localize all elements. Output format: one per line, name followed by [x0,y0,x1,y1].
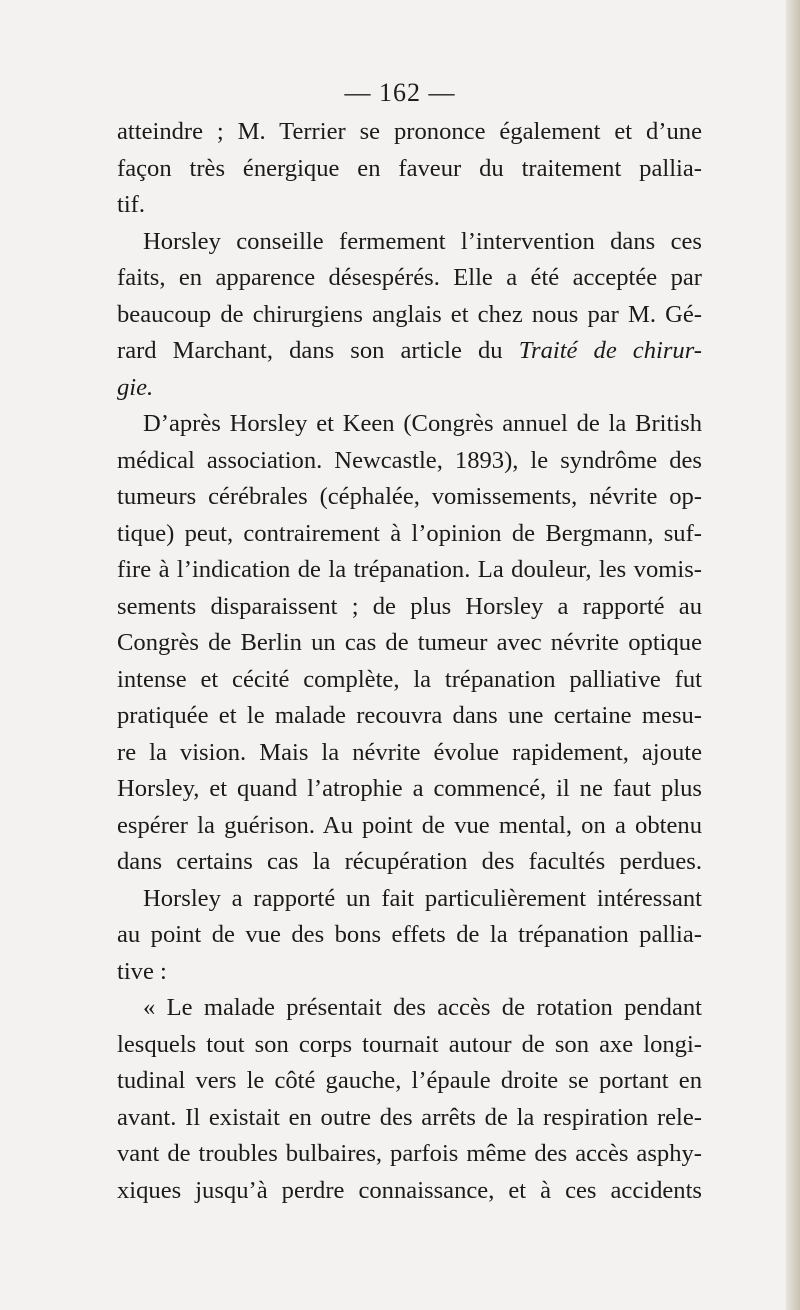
text-line: Horsley conseille fermement l’intervention dans ces [143,227,702,255]
text-line: au point de vue des bons effets de la trépanation pallia- [117,921,702,948]
text-line: atteindre ; M. Terrier se prononce également et d’une [117,118,702,145]
text-line: tive : [117,957,167,985]
text-line: D’après Horsley et Keen (Congrès annuel de la British [143,410,702,437]
book-title-italic: gie. [117,373,154,401]
text-line: pratiquée et le malade recouvra dans une certaine mesu- [117,702,702,729]
text-line: médical association. Newcastle, 1893), le syndrôme des [117,446,702,474]
page-number: — 162 — [344,78,456,107]
text-line: lesquels tout son corps tournait autour de son axe longi- [117,1030,702,1058]
text-line: faits, en apparence désespérés. Elle a été acceptée par [117,264,702,291]
text-line: re la vision. Mais la névrite évolue rapidement, ajoute [117,738,702,766]
text-line: tumeurs cérébrales (céphalée, vomissements, névrite op- [117,483,702,510]
text-line: tique) peut, contrairement à l’opinion de Bergmann, suf- [117,519,702,547]
text-line: intense et cécité complète, la trépanation palliative fut [117,665,702,693]
text-line [117,333,702,370]
text-line: espérer la guérison. Au point de vue mental, on a obtenu [117,811,702,839]
text-line: « Le malade présentait des accès de rotation pendant [143,994,702,1021]
text-line: tif. [117,191,146,218]
text-line: sements disparaissent ; de plus Horsley a rapporté au [117,592,702,620]
text-line: beaucoup de chirurgiens anglais et chez nous par M. Gé- [117,300,702,328]
text-line: Horsley, et quand l’atrophie a commencé, il ne faut plus [117,775,702,802]
text-line: façon très énergique en faveur du traitement pallia- [117,154,702,182]
text-line: Congrès de Berlin un cas de tumeur avec névrite optique [117,629,702,656]
text-line: Horsley a rapporté un fait particulièrement intéressant [143,884,702,912]
text-line: fire à l’indication de la trépanation. La douleur, les vomis- [117,556,702,583]
text-line: tudinal vers le côté gauche, l’épaule droite se portant en [117,1067,702,1094]
text-line: vant de troubles bulbaires, parfois même des accès asphy- [117,1140,702,1167]
text-fragment: rard Marchant, dans son article du [117,337,503,364]
text-line: xiques jusqu’à perdre connaissance, et à ces accidents [117,1176,702,1204]
text-line: avant. Il existait en outre des arrêts de la respiration rele- [117,1103,702,1131]
body-text [117,114,702,1209]
text-line: dans certains cas la récupération des facultés perdues. [117,848,702,875]
book-title-italic: Traité de chirur- [518,337,702,364]
page-edge [786,0,800,1310]
